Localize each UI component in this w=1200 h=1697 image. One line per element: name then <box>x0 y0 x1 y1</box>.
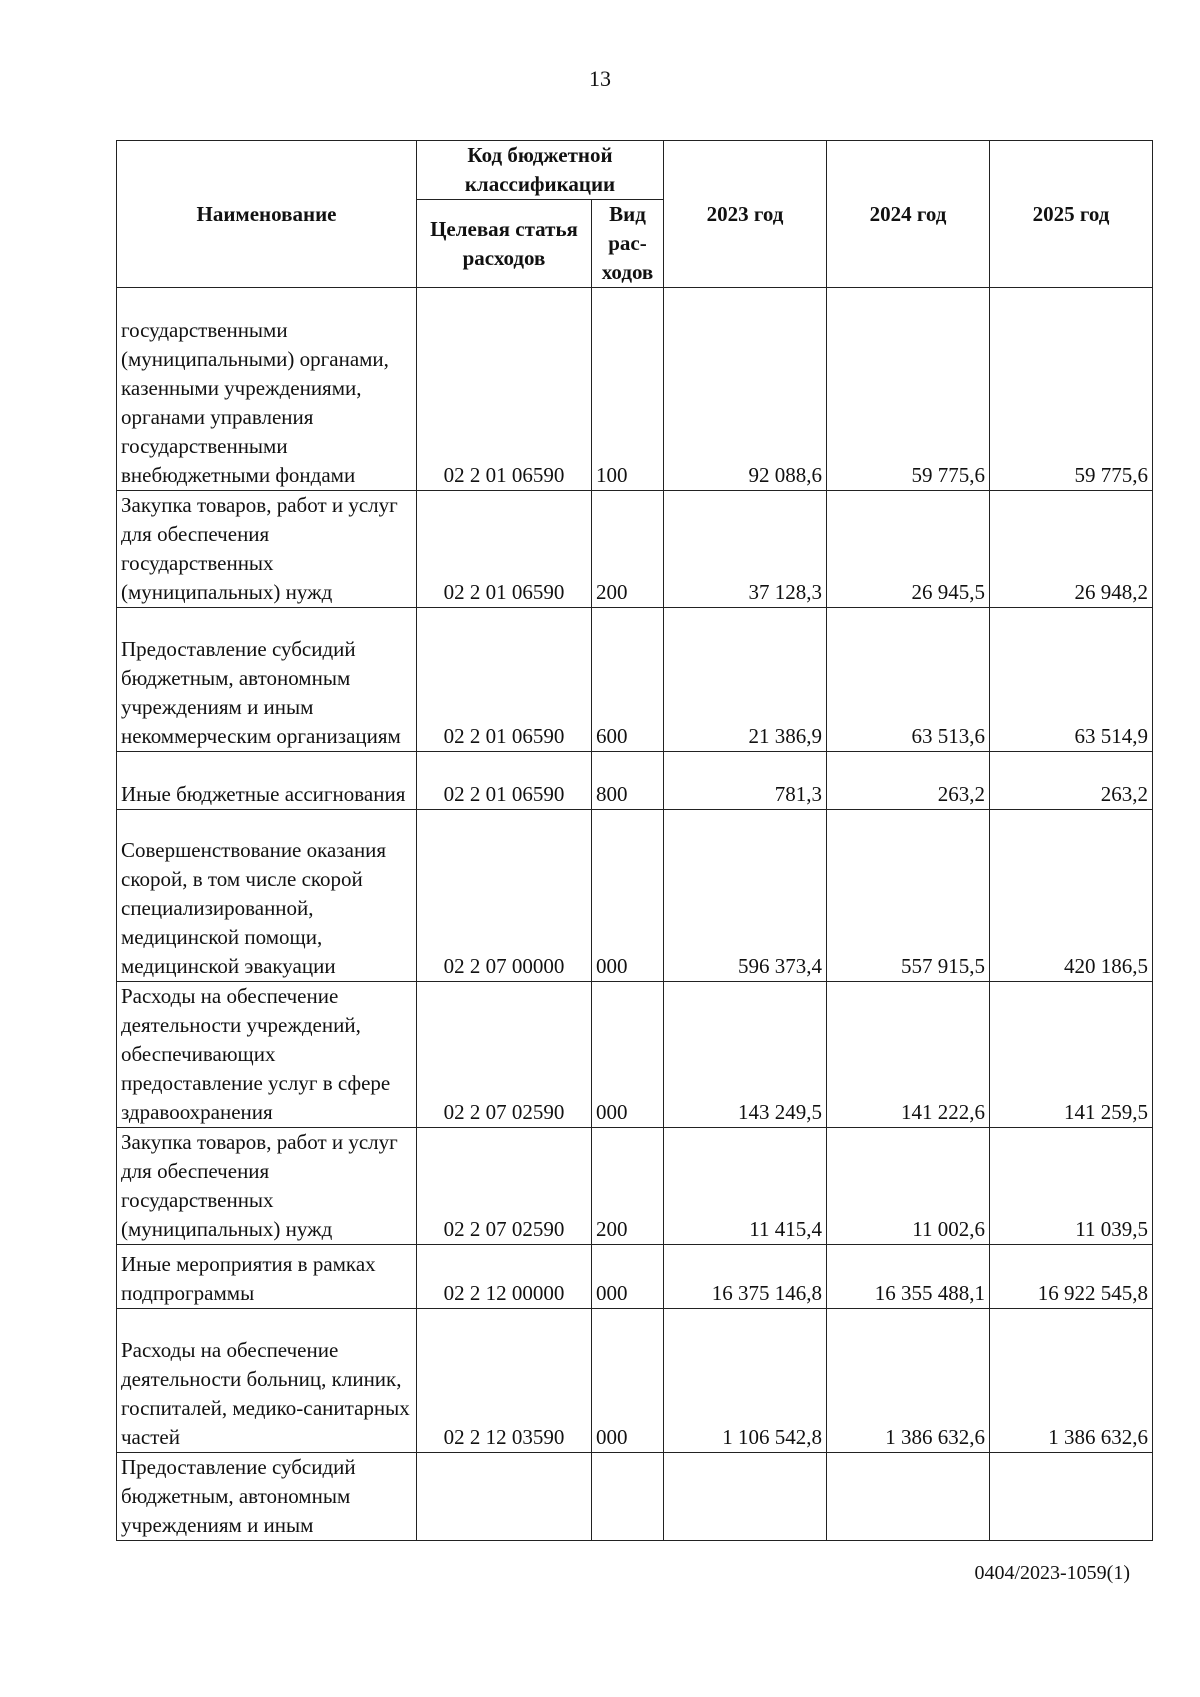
row-amount-2025-cell: 1 386 632,6 <box>990 1309 1153 1453</box>
row-target-code-cell <box>417 1453 592 1541</box>
row-name-cell: Расходы на обеспечение деятельности больниц, клиник, госпиталей, медико-санитарных частей <box>117 1309 417 1453</box>
table-row <box>117 1309 1153 1453</box>
row-amount-2024-cell: 557 915,5 <box>827 810 990 982</box>
table-row <box>117 608 1153 752</box>
row-amount-2025-cell: 141 259,5 <box>990 982 1153 1128</box>
row-expense-kind-cell: 000 <box>592 1309 664 1453</box>
row-amount-2023-cell: 92 088,6 <box>664 288 827 491</box>
header-name: Наименование <box>117 141 417 288</box>
row-amount-2023-cell: 11 415,4 <box>664 1128 827 1245</box>
row-expense-kind-cell: 200 <box>592 491 664 608</box>
header-2023: 2023 год <box>664 141 827 288</box>
table-row <box>117 288 1153 491</box>
row-amount-2024-cell: 141 222,6 <box>827 982 990 1128</box>
row-name-cell: Закупка товаров, работ и услуг для обеспечения государственных (муниципальных) нужд <box>117 491 417 608</box>
row-amount-2025-cell: 59 775,6 <box>990 288 1153 491</box>
header-kind: Вид рас-ходов <box>592 200 664 288</box>
row-name-cell: Иные бюджетные ассигнования <box>117 752 417 810</box>
page-number: 13 <box>589 66 611 91</box>
row-amount-2024-cell: 63 513,6 <box>827 608 990 752</box>
row-amount-2023-cell: 21 386,9 <box>664 608 827 752</box>
budget-table <box>116 140 1153 1541</box>
row-expense-kind-cell: 600 <box>592 608 664 752</box>
row-amount-2024-cell <box>827 1453 990 1541</box>
row-target-code-cell: 02 2 07 02590 <box>417 1128 592 1245</box>
row-target-code-cell: 02 2 01 06590 <box>417 608 592 752</box>
row-name-cell: Расходы на обеспечение деятельности учреждений, обеспечивающих предоставление услуг в сфере здравоохранения <box>117 982 417 1128</box>
header-target: Целевая статья расходов <box>417 200 592 288</box>
row-expense-kind-cell: 800 <box>592 752 664 810</box>
row-target-code-cell: 02 2 01 06590 <box>417 491 592 608</box>
row-amount-2024-cell: 16 355 488,1 <box>827 1245 990 1309</box>
row-amount-2023-cell: 16 375 146,8 <box>664 1245 827 1309</box>
row-amount-2024-cell: 263,2 <box>827 752 990 810</box>
row-target-code-cell: 02 2 12 03590 <box>417 1309 592 1453</box>
row-amount-2025-cell: 16 922 545,8 <box>990 1245 1153 1309</box>
row-name-cell: Предоставление субсидий бюджетным, автономным учреждениям и иным <box>117 1453 417 1541</box>
row-amount-2023-cell: 781,3 <box>664 752 827 810</box>
row-amount-2024-cell: 26 945,5 <box>827 491 990 608</box>
row-name-cell: Закупка товаров, работ и услуг для обеспечения государственных (муниципальных) нужд <box>117 1128 417 1245</box>
row-expense-kind-cell: 200 <box>592 1128 664 1245</box>
table-row <box>117 1245 1153 1309</box>
row-amount-2023-cell: 37 128,3 <box>664 491 827 608</box>
row-target-code-cell: 02 2 07 02590 <box>417 982 592 1128</box>
document-code: 0404/2023-1059(1) <box>974 1562 1130 1584</box>
table-row <box>117 491 1153 608</box>
row-target-code-cell: 02 2 07 00000 <box>417 810 592 982</box>
row-amount-2024-cell: 1 386 632,6 <box>827 1309 990 1453</box>
table-row <box>117 982 1153 1128</box>
row-amount-2025-cell: 263,2 <box>990 752 1153 810</box>
row-target-code-cell: 02 2 01 06590 <box>417 752 592 810</box>
row-expense-kind-cell: 000 <box>592 1245 664 1309</box>
row-name-cell: государственными (муниципальными) органами, казенными учреждениями, органами управления государственными внебюджетными фондами <box>117 288 417 491</box>
table-row <box>117 810 1153 982</box>
row-amount-2025-cell: 420 186,5 <box>990 810 1153 982</box>
row-amount-2024-cell: 59 775,6 <box>827 288 990 491</box>
header-2024: 2024 год <box>827 141 990 288</box>
row-expense-kind-cell: 100 <box>592 288 664 491</box>
row-amount-2023-cell: 1 106 542,8 <box>664 1309 827 1453</box>
header-code-group: Код бюджетной классификации <box>417 141 664 200</box>
row-expense-kind-cell: 000 <box>592 810 664 982</box>
row-amount-2025-cell: 63 514,9 <box>990 608 1153 752</box>
row-expense-kind-cell <box>592 1453 664 1541</box>
table-row <box>117 1128 1153 1245</box>
row-amount-2025-cell: 26 948,2 <box>990 491 1153 608</box>
row-name-cell: Совершенствование оказания скорой, в том числе скорой специализированной, медицинской помощи, медицинской эвакуации <box>117 810 417 982</box>
table-row <box>117 1453 1153 1541</box>
row-amount-2023-cell <box>664 1453 827 1541</box>
header-2025: 2025 год <box>990 141 1153 288</box>
row-amount-2023-cell: 596 373,4 <box>664 810 827 982</box>
row-amount-2025-cell <box>990 1453 1153 1541</box>
row-name-cell: Предоставление субсидий бюджетным, автономным учреждениям и иным некоммерческим организациям <box>117 608 417 752</box>
row-target-code-cell: 02 2 01 06590 <box>417 288 592 491</box>
row-amount-2023-cell: 143 249,5 <box>664 982 827 1128</box>
table-row <box>117 752 1153 810</box>
row-name-cell: Иные мероприятия в рамках подпрограммы <box>117 1245 417 1309</box>
row-amount-2024-cell: 11 002,6 <box>827 1128 990 1245</box>
row-expense-kind-cell: 000 <box>592 982 664 1128</box>
row-target-code-cell: 02 2 12 00000 <box>417 1245 592 1309</box>
row-amount-2025-cell: 11 039,5 <box>990 1128 1153 1245</box>
